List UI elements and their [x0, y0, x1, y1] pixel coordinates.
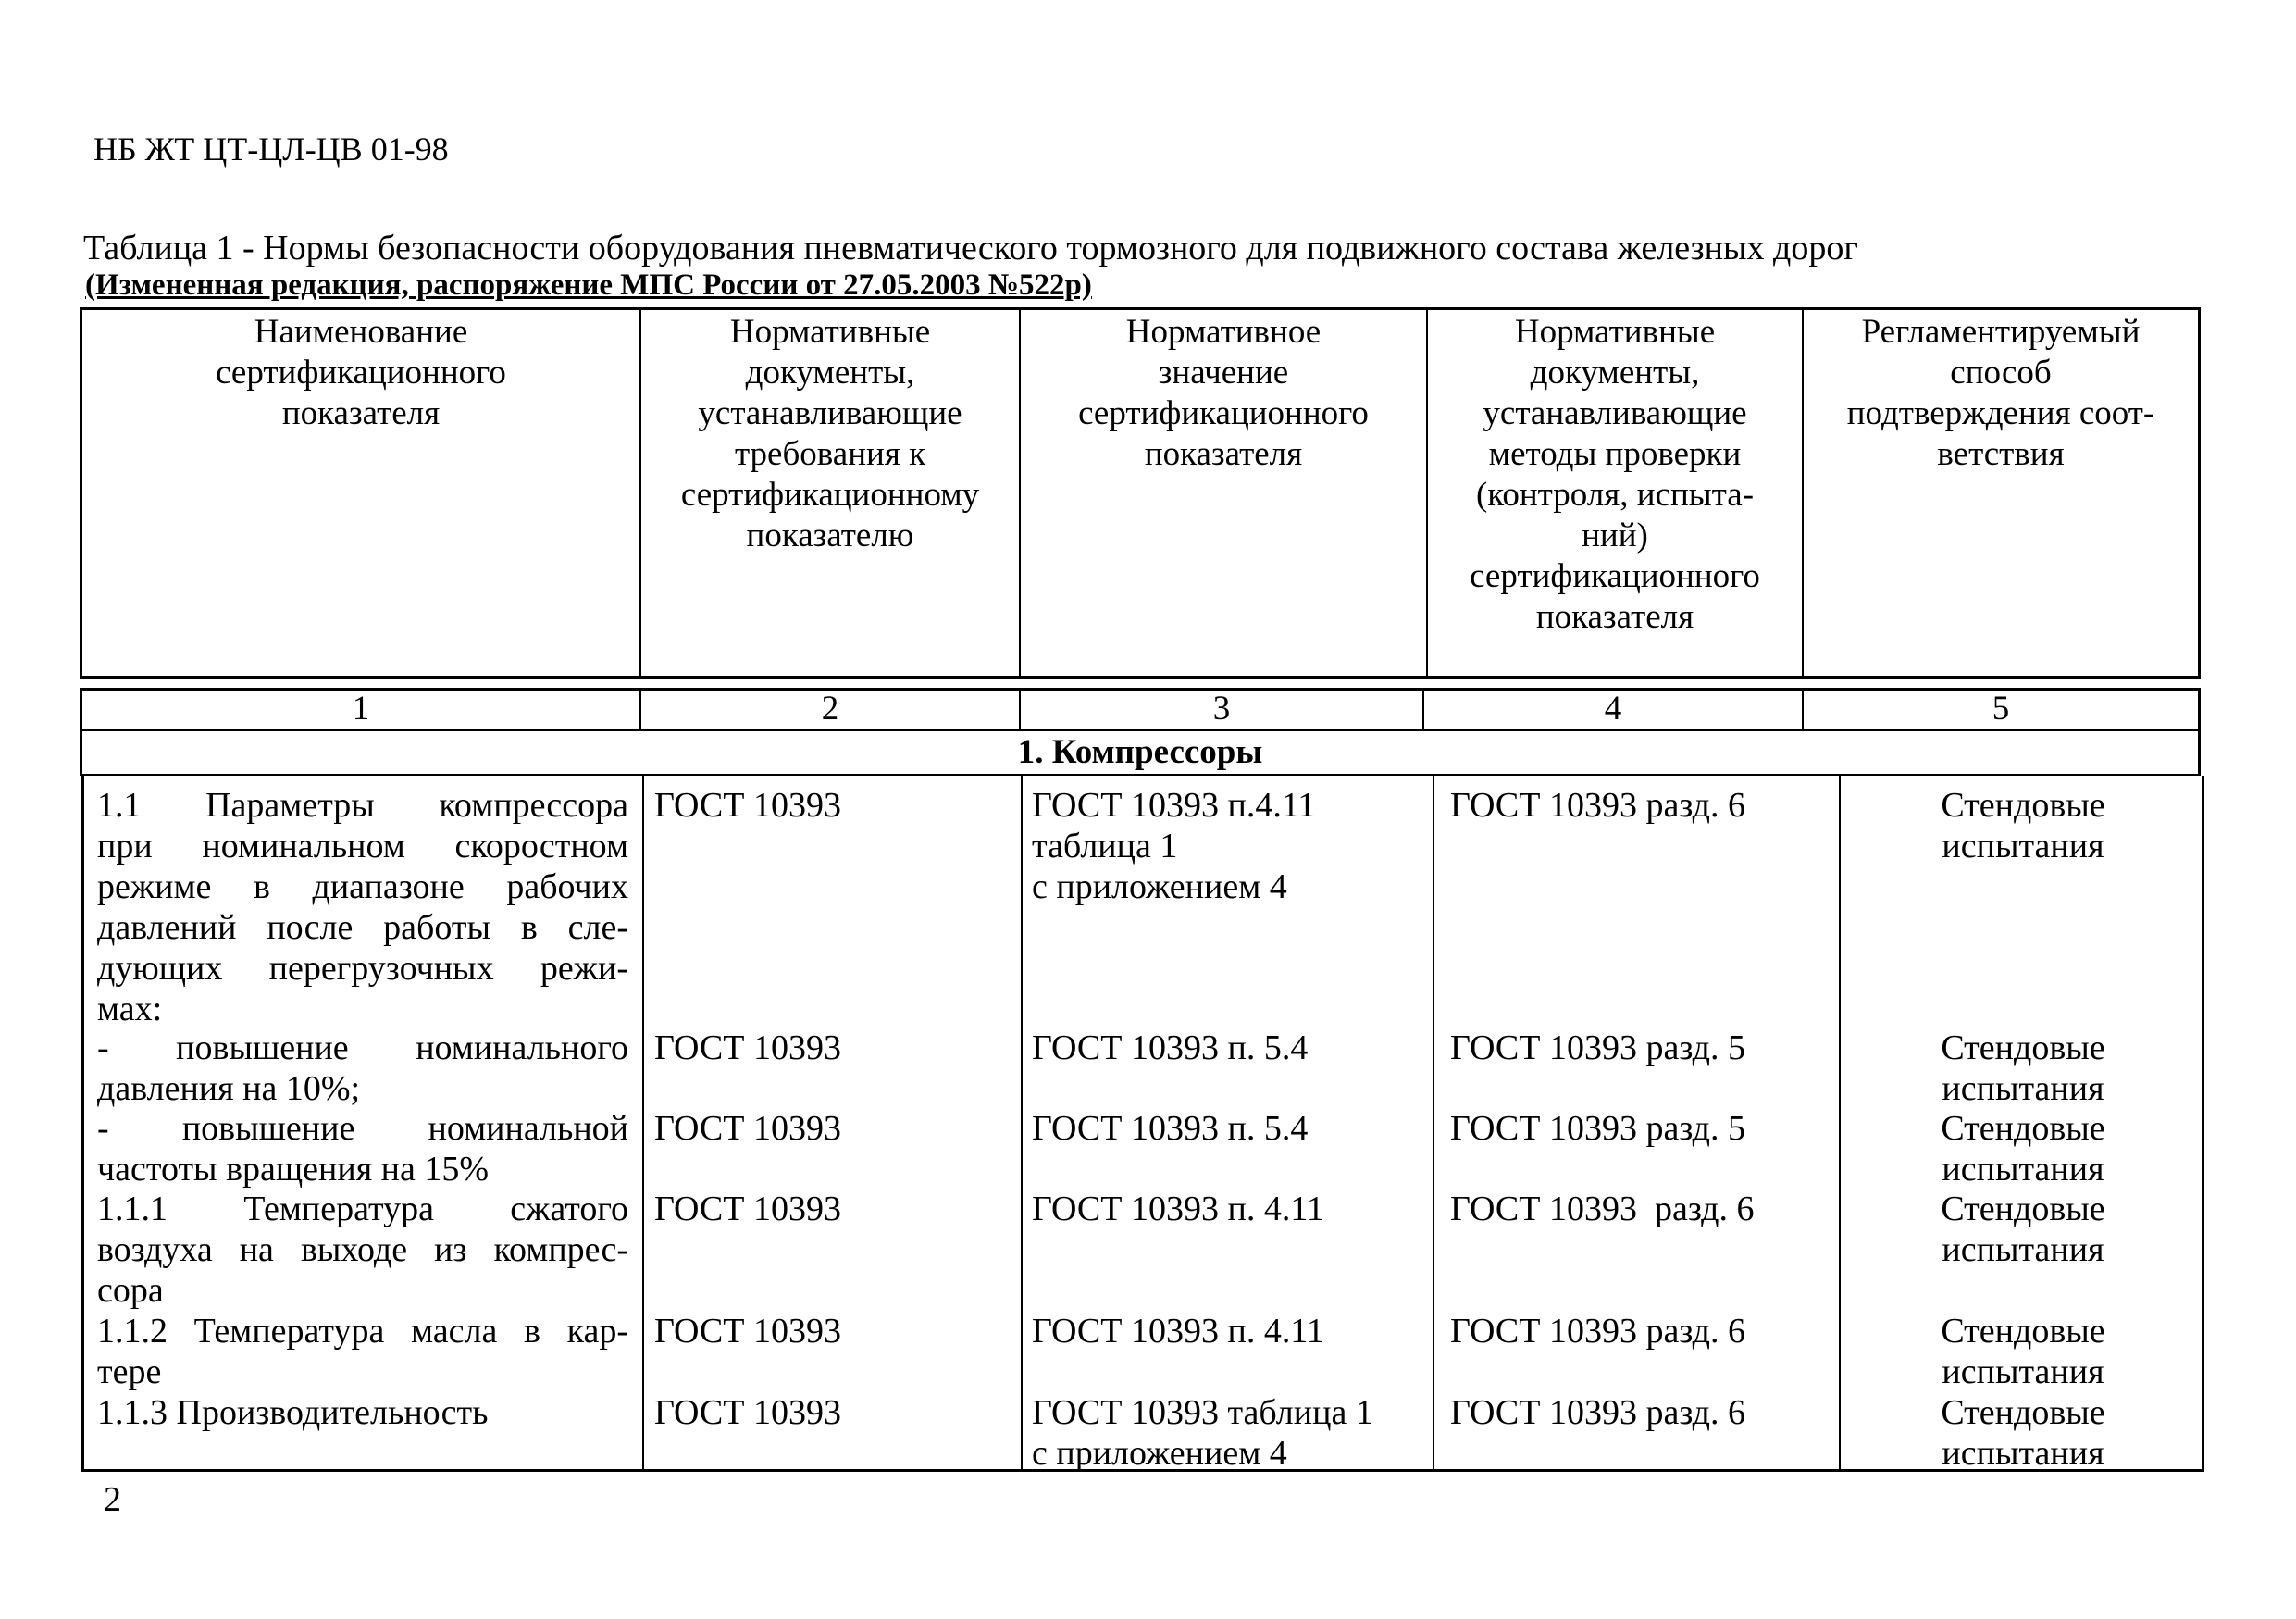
normative-value-cell	[1032, 1392, 1439, 1474]
cell-text-line: частоты вращения на 15%	[97, 1150, 490, 1189]
header-col-indicator-name	[82, 310, 641, 676]
cell-text-line: 1.1 Параметры компрессора	[97, 786, 628, 825]
header-text-line: подтверждения соот-	[1846, 394, 2155, 432]
cell-text-line: испытания	[1942, 1230, 2104, 1269]
cell-text-line: 1.1.2 Температура масла в кар-	[97, 1312, 628, 1351]
cell-text-line: Стендовые	[1941, 1189, 2105, 1228]
header-text-line: способ	[1950, 354, 2052, 392]
header-text-line: документы,	[745, 354, 915, 392]
confirmation-cell	[1843, 1392, 2203, 1474]
indicator-cell	[97, 1108, 628, 1189]
header-text-line: (контроля, испыта-	[1475, 476, 1755, 514]
cell-text-line: 1.1.1 Температура сжатого	[97, 1189, 628, 1228]
cell-text-line: воздуха на выходе из компрес-	[97, 1230, 628, 1269]
cell-text-line: с приложением 4	[1032, 867, 1287, 906]
table-caption: Таблица 1 - Нормы безопасности оборудования пневматического тормозного для подвижного состава железных дорог	[83, 229, 1858, 268]
document-code: НБ ЖТ ЦТ-ЦЛ-ЦВ 01-98	[93, 131, 449, 168]
confirmation-cell	[1843, 1189, 2203, 1270]
header-text-line: документы,	[1530, 354, 1700, 392]
cell-text-line: при номинальном скоростном	[97, 827, 628, 866]
header-text-line: устанавливающие	[1483, 394, 1747, 432]
cell-text-line: Стендовые	[1941, 786, 2105, 825]
indicator-cell	[97, 1311, 628, 1392]
cell-text-line: Стендовые	[1941, 1393, 2105, 1432]
header-text-line: Регламентируемый	[1861, 313, 2141, 351]
cell-text-line: - повышение номинальной	[97, 1109, 628, 1148]
header-col-normative-value	[1021, 310, 1428, 676]
column-divider	[642, 776, 644, 1469]
amendment-note: (Измененная редакция, распоряжение МПС России от 27.05.2003 №522р)	[85, 268, 1092, 302]
cell-text-line: тере	[97, 1352, 162, 1391]
table-body	[81, 776, 2204, 1472]
column-number: 4	[1424, 691, 1804, 729]
cell-text-line: Стендовые	[1941, 1109, 2105, 1148]
indicator-cell	[97, 1027, 628, 1109]
header-text-line: Нормативные	[1514, 313, 1716, 351]
test-method-cell: ГОСТ 10393 разд. 6	[1450, 1393, 1746, 1432]
header-text-line: требования к	[734, 435, 926, 473]
header-col-confirmation-method	[1804, 310, 2198, 676]
cell-text-line: таблица 1	[1032, 827, 1178, 866]
header-text-line: сертификационного	[216, 354, 506, 392]
column-number-row	[80, 688, 2201, 731]
test-method-cell: ГОСТ 10393 разд. 6	[1450, 1312, 1746, 1351]
test-method-cell: ГОСТ 10393 разд. 5	[1450, 1109, 1746, 1148]
standard-cell: ГОСТ 10393	[654, 1312, 841, 1351]
indicator-cell	[97, 785, 628, 1029]
test-method-cell: ГОСТ 10393 разд. 6	[1450, 786, 1746, 825]
normative-value-cell	[1032, 1108, 1439, 1149]
header-text-line: Наименование	[254, 313, 468, 351]
section-title: 1. Компрессоры	[80, 731, 2201, 776]
cell-text-line: испытания	[1942, 1434, 2104, 1473]
indicator-cell	[97, 1392, 628, 1433]
table-header	[80, 307, 2201, 679]
header-col-requirement-docs	[641, 310, 1021, 676]
cell-text-line: ГОСТ 10393 таблица 1	[1032, 1393, 1373, 1432]
header-text-line: показателя	[1535, 598, 1694, 636]
cell-text-line: ГОСТ 10393 п.4.11	[1032, 786, 1316, 825]
header-text-line: сертификационного	[1470, 557, 1760, 595]
cell-text-line: Стендовые	[1941, 1312, 2105, 1351]
normative-value-cell	[1032, 785, 1439, 907]
header-text-line: Нормативное	[1125, 313, 1322, 351]
header-col-test-method-docs	[1428, 310, 1804, 676]
cell-text-line: 1.1.3 Производительность	[97, 1393, 489, 1432]
test-method-cell: ГОСТ 10393 разд. 6	[1450, 1189, 1755, 1228]
cell-text-line: с приложением 4	[1032, 1434, 1287, 1473]
cell-text-line: ГОСТ 10393 п. 5.4	[1032, 1028, 1309, 1067]
header-text-line: значение	[1158, 354, 1289, 392]
cell-text-line: испытания	[1942, 1352, 2104, 1391]
column-number: 1	[82, 691, 641, 729]
header-text-line: методы проверки	[1488, 435, 1742, 473]
cell-text-line: - повышение номинального	[97, 1028, 628, 1067]
cell-text-line: ГОСТ 10393 п. 4.11	[1032, 1312, 1324, 1351]
standard-cell: ГОСТ 10393	[654, 1109, 841, 1148]
cell-text-line: сора	[97, 1271, 164, 1310]
normative-value-cell	[1032, 1027, 1439, 1068]
cell-text-line: мах:	[97, 990, 163, 1028]
cell-text-line: дующих перегрузочных режи-	[97, 949, 628, 988]
page-number: 2	[104, 1480, 121, 1519]
standard-cell: ГОСТ 10393	[654, 1393, 841, 1432]
confirmation-cell	[1843, 1027, 2203, 1109]
normative-value-cell	[1032, 1311, 1439, 1351]
header-text-line: ветствия	[1937, 435, 2065, 473]
standard-cell: ГОСТ 10393	[654, 1189, 841, 1228]
cell-text-line: давления на 10%;	[97, 1069, 361, 1108]
header-text-line: Нормативные	[729, 313, 931, 351]
cell-text-line: режиме в диапазоне рабочих	[97, 867, 628, 906]
header-text-line: сертификационному	[680, 476, 980, 514]
cell-text-line: давлений после работы в сле-	[97, 908, 628, 947]
confirmation-cell	[1843, 1108, 2203, 1189]
cell-text-line: ГОСТ 10393 п. 4.11	[1032, 1189, 1324, 1228]
cell-text-line: ГОСТ 10393 п. 5.4	[1032, 1109, 1309, 1148]
column-divider	[1839, 776, 1841, 1469]
header-text-line: ний)	[1582, 517, 1648, 554]
test-method-cell: ГОСТ 10393 разд. 5	[1450, 1028, 1746, 1067]
header-text-line: показателю	[746, 517, 914, 554]
cell-text-line: Стендовые	[1941, 1028, 2105, 1067]
standard-cell: ГОСТ 10393	[654, 786, 841, 825]
column-number: 3	[1021, 691, 1424, 729]
cell-text-line: испытания	[1942, 1069, 2104, 1108]
header-text-line: показателя	[281, 394, 441, 432]
header-text-line: устанавливающие	[698, 394, 962, 432]
column-number: 2	[641, 691, 1021, 729]
confirmation-cell	[1843, 1311, 2203, 1392]
cell-text-line: испытания	[1942, 827, 2104, 866]
normative-value-cell	[1032, 1189, 1439, 1229]
standard-cell: ГОСТ 10393	[654, 1028, 841, 1067]
header-text-line: показателя	[1144, 435, 1303, 473]
column-number: 5	[1992, 690, 2010, 728]
indicator-cell	[97, 1189, 628, 1311]
header-text-line: сертификационного	[1078, 394, 1369, 432]
cell-text-line: испытания	[1942, 1150, 2104, 1189]
confirmation-cell	[1843, 785, 2203, 866]
